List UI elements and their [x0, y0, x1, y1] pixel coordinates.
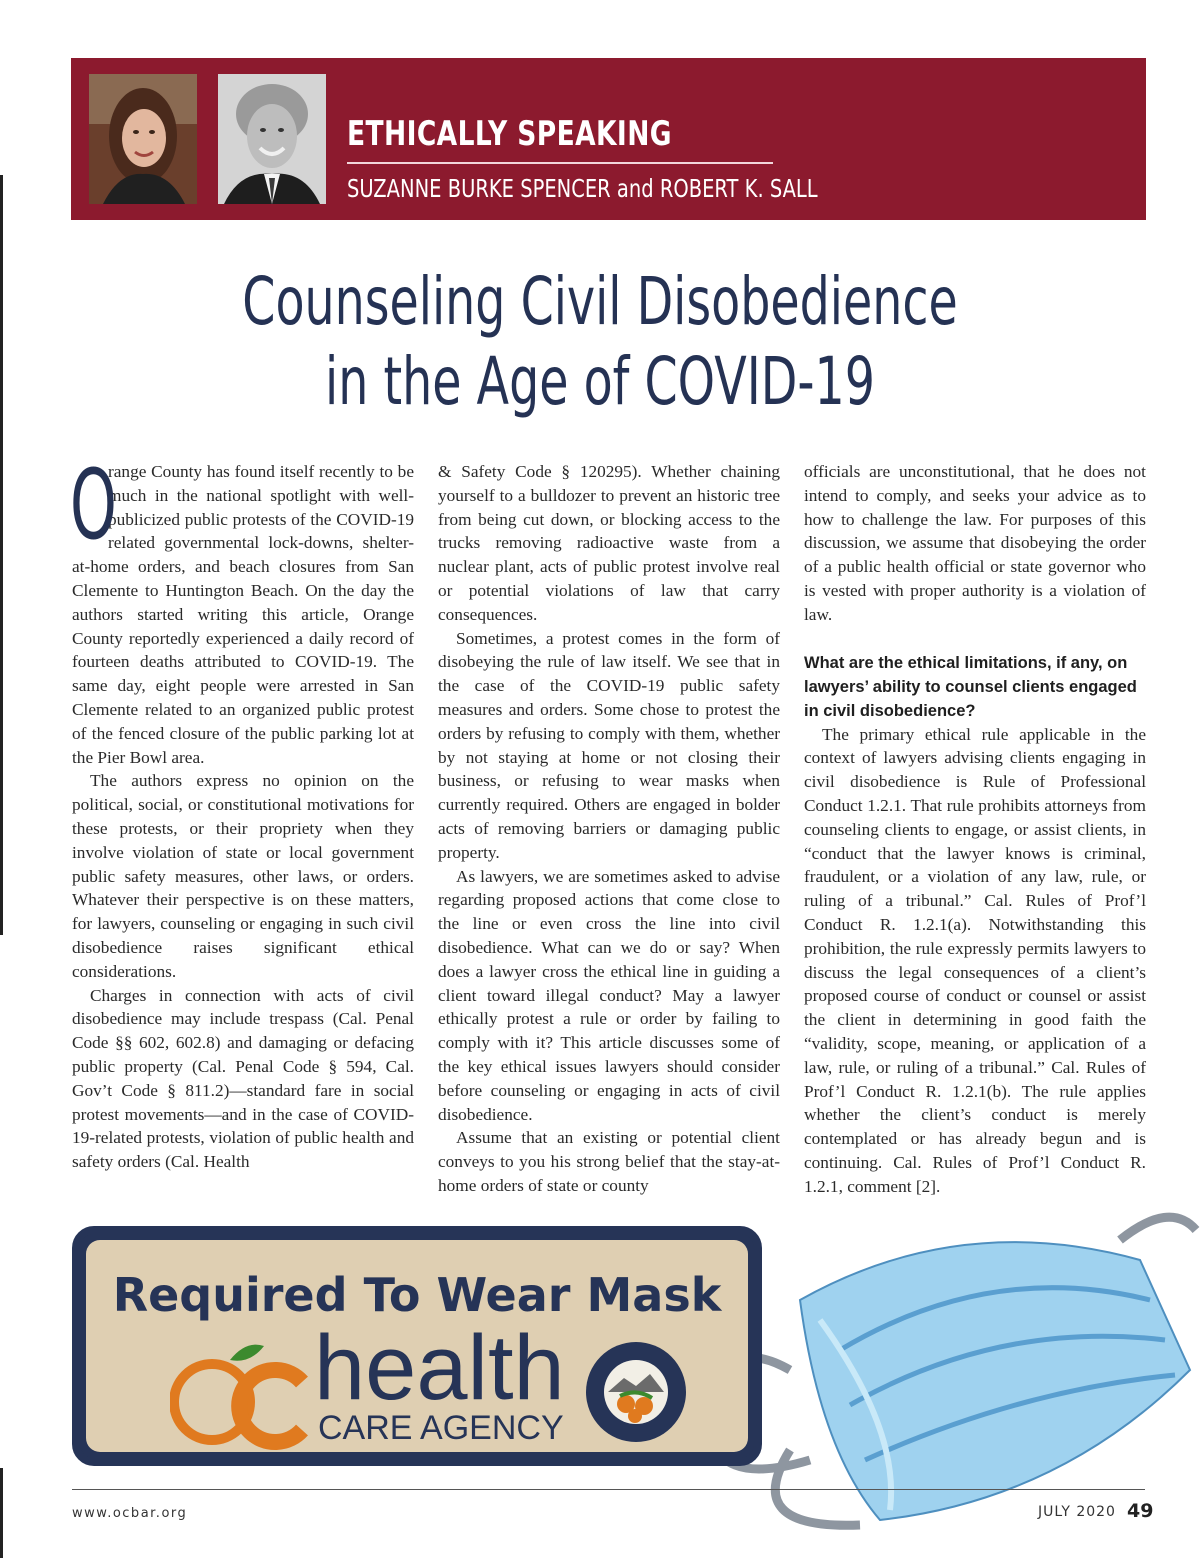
footer-divider	[72, 1489, 1145, 1490]
body-paragraph: Assume that an existing or potential client conveys to you his strong belief that the stay-at-home orders of state or county	[438, 1128, 780, 1195]
sign-title: Required To Wear Mask	[112, 1268, 722, 1322]
page-number: 49	[1127, 1500, 1154, 1522]
drop-cap: O	[70, 449, 117, 561]
author-photo-sall	[218, 74, 326, 204]
body-paragraph: The authors express no opinion on the political, social, or constitutional motivations for these protests, or their propriety when they involve violation of state or local government public safety measures, other laws, or orders. Whatever their perspective is on these matters, for lawyers, counseling or engaging in such civil disobedience raises significant ethical considerations.	[72, 771, 414, 981]
mask-required-sign	[72, 1226, 762, 1466]
body-column-2	[438, 460, 780, 1198]
author-photo-spencer	[89, 74, 197, 204]
article-title	[0, 262, 1200, 422]
sign-panel	[86, 1240, 748, 1452]
body-paragraph: The primary ethical rule applicable in the context of lawyers advising clients engaging in civil disobedience is Rule of Professional Conduct 1.2.1. That rule prohibits attorneys from counseling clients to engage, or assist clients, in “conduct that the lawyer knows is criminal, fraudulent, or a violation of any law, rule, or ruling of a tribunal.” Cal. Rules of Prof’l Conduct R. 1.2.1(a). Notwithstanding this prohibition, the rule expressly permits lawyers to discuss the legal consequences of a client’s proposed course of conduct or counsel or assist the client in determining in good faith the “validity, scope, meaning, or application of a law, rule, or ruling of a tribunal.” Cal. Rules of Prof’l Conduct R. 1.2.1(b). The rule applies whether the client’s conduct is merely contemplated or has already begun and is continuing. Cal. Rules of Prof’l Conduct R. 1.2.1, comment [2].	[804, 724, 1146, 1196]
section-name: ETHICALLY SPEAKING	[347, 114, 672, 154]
column-banner	[71, 58, 1146, 220]
body-paragraph: O range County has found itself recently to be much in the national spotlight with well-publicized public protests of the COVID-19 related governmental lock-downs, shelter-at-home orders, and beach closures from San Clemente to Huntington Beach. On the day the authors started writing this article, Orange County reportedly experienced a daily record of fourteen deaths attributed to COVID-19. The same day, eight people were arrested in San Clemente related to an organized public protest of the fenced closure of the public parking lot at the Pier Bowl area.	[70, 449, 414, 767]
county-seal-icon	[584, 1340, 688, 1444]
subheading: What are the ethical limitations, if any, on lawyers’ ability to counsel clients engaged in civil disobedience?	[804, 653, 1137, 720]
body-paragraph: & Safety Code § 120295). Whether chaining yourself to a bulldozer to prevent an historic tree from being cut down, or blocking access to the trucks removing radioactive waste from a nuclear plant, acts of public protest involve real or potential violations of law that carry consequences.	[438, 462, 780, 624]
article-title-line1: Counseling Civil Disobedience	[242, 263, 958, 340]
body-paragraph: officials are unconstitutional, that he does not intend to comply, and seeks your advice as to how to challenge the law. For purposes of this discussion, we assume that disobeying the order of a public health official or state governor who is vested with proper authority is a violation of law.	[804, 462, 1146, 624]
banner-divider	[347, 162, 773, 164]
footer-website: www.ocbar.org	[72, 1506, 188, 1521]
logo-subtitle: CARE AGENCY	[318, 1409, 564, 1447]
logo-wordmark: health	[314, 1317, 565, 1419]
oc-logo-icon	[170, 1338, 320, 1454]
body-column-1	[70, 449, 414, 1174]
body-paragraph: Charges in connection with acts of civil disobedience may include trespass (Cal. Penal Code §§ 602, 602.8) and damaging or defacing public property (Cal. Penal Code § 594, Cal. Gov’t Code § 811.2)—standard fare in social protest movements—and in the case of COVID-19-related protests, violation of public health and safety orders (Cal. Health	[72, 985, 414, 1172]
footer-issue-date: JULY 2020	[1038, 1504, 1116, 1520]
byline: SUZANNE BURKE SPENCER and ROBERT K. SALL	[347, 174, 818, 203]
article-title-line2: in the Age of COVID-19	[325, 343, 875, 420]
body-column-3	[804, 460, 1146, 1199]
page-edge-mark-lower	[0, 1468, 3, 1558]
body-paragraph: As lawyers, we are sometimes asked to advise regarding proposed actions that come close to the line or even cross the line into civil disobedience. What can we do or say? When does a lawyer cross the ethical line in guiding a client toward illegal conduct? May a lawyer ethically protest a rule or order by failing to comply with it? This article discusses some of the key ethical issues lawyers should consider before counseling or engaging in acts of civil disobedience.	[438, 866, 780, 1124]
body-paragraph: Sometimes, a protest comes in the form of disobeying the rule of law itself. We see that in the case of the COVID-19 public safety measures and orders. Some chose to protest the orders by refusing to comply with them, whether by not staying at home or not closing their business, or refusing to wear masks when currently required. Others are engaged in bolder acts of removing barriers or damaging public property.	[438, 628, 780, 862]
